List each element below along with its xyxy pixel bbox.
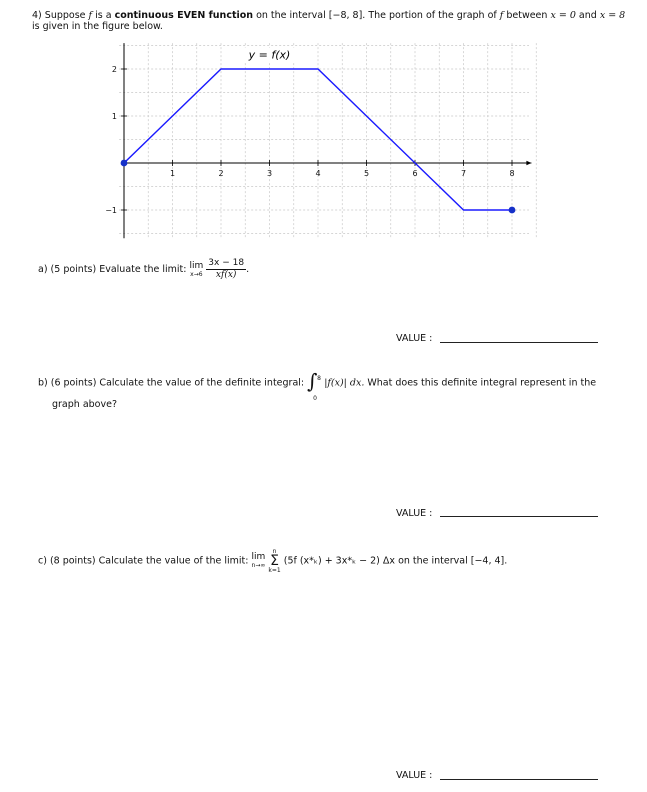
limit-operator: lim x→6 bbox=[189, 260, 204, 278]
emphasis-text: continuous EVEN function bbox=[114, 10, 254, 21]
x-tick-label: 2 bbox=[218, 169, 224, 178]
question-statement: 4) Suppose f is a continuous EVEN function on the interval [−8, 8]. The portion of the graph of f between x = 0 and x = 8 bbox=[32, 10, 626, 21]
endpoint-start bbox=[121, 160, 128, 167]
riemann-expression: (5f (x*ₖ) + 3x*ₖ − 2) Δx bbox=[283, 555, 396, 567]
x-tick-label: 8 bbox=[509, 169, 515, 178]
part-b-label: b) (6 points) Calculate the value of the definite integral: bbox=[38, 377, 305, 389]
part-a-label: a) (5 points) Evaluate the limit: bbox=[38, 264, 187, 275]
x-tick-label: 5 bbox=[363, 169, 370, 178]
chart-axes bbox=[122, 43, 532, 238]
integrand: |f(x)| dx. bbox=[324, 377, 365, 389]
endpoint-end bbox=[509, 207, 516, 214]
x-axis-arrow bbox=[526, 161, 531, 165]
x-tick-label: 7 bbox=[460, 169, 467, 178]
chart-grid bbox=[119, 43, 536, 238]
y-tick-label: 1 bbox=[111, 112, 117, 121]
part-a-value-label: VALUE : bbox=[396, 333, 433, 344]
part-c-label: c) (8 points) Calculate the value of the limit: bbox=[38, 555, 249, 567]
y-tick-label: −1 bbox=[105, 206, 117, 215]
part-c: c) (8 points) Calculate the value of the limit: lim n→∞ n Σ k=1 (5f (x*ₖ) + 3x*ₖ − 2) Δx on the interval [−4, 4]. bbox=[38, 548, 508, 574]
y-tick-label: 2 bbox=[111, 65, 117, 74]
chart-ticks bbox=[105, 65, 514, 215]
part-b: b) (6 points) Calculate the value of the definite integral: ∫ 8 0 |f(x)| dx. What does this definite integral represent in the bbox=[38, 369, 597, 402]
question-statement-line2: is given in the figure below. bbox=[32, 21, 163, 32]
function-graph bbox=[0, 40, 647, 240]
part-c-answer-line[interactable] bbox=[440, 779, 598, 780]
question-number: 4) bbox=[32, 10, 42, 21]
x-tick-label: 1 bbox=[169, 169, 176, 178]
fraction-denominator: xf(x) bbox=[215, 270, 237, 280]
part-b-question-line2: graph above? bbox=[52, 399, 118, 410]
chart-title: y = f(x) bbox=[248, 48, 291, 62]
x-tick-label: 6 bbox=[412, 169, 418, 178]
summation-sign: n Σ k=1 bbox=[268, 548, 281, 574]
part-b-value-label: VALUE : bbox=[396, 508, 433, 519]
x-tick-label: 3 bbox=[266, 169, 273, 178]
part-a: a) (5 points) Evaluate the limit: lim x→6 $\frac{3x - 18}{xf(x)}$ . bbox=[38, 258, 250, 280]
x-tick-label: 4 bbox=[315, 169, 321, 178]
part-c-value-label: VALUE : bbox=[396, 770, 433, 781]
limit-operator: lim n→∞ bbox=[251, 552, 266, 569]
limit-fraction bbox=[206, 258, 246, 281]
part-a-answer-line[interactable] bbox=[440, 342, 598, 343]
part-b-answer-line[interactable] bbox=[440, 516, 598, 517]
fraction-numerator: 3x − 18 bbox=[208, 258, 245, 268]
integral-sign: ∫ 8 0 bbox=[307, 369, 321, 402]
